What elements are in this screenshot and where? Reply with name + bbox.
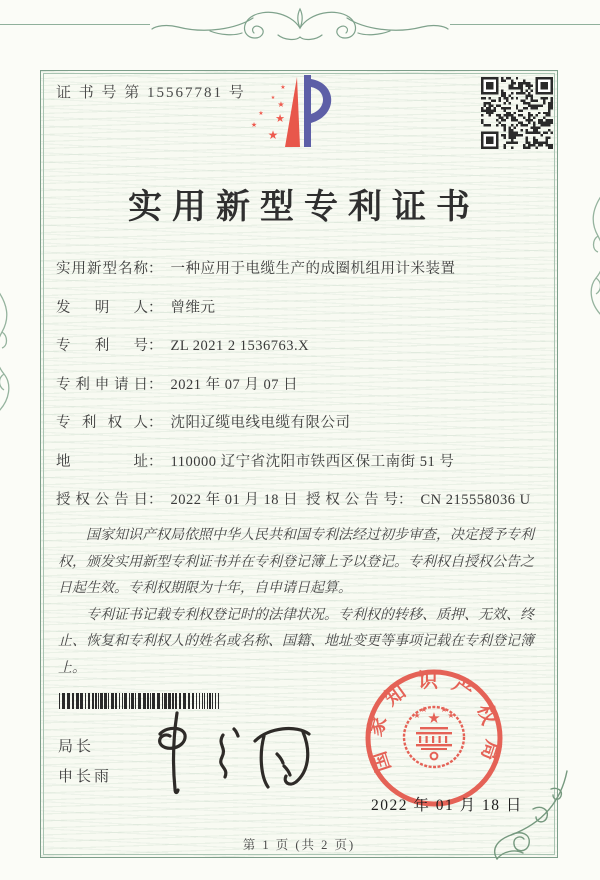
field-row-address	[56, 450, 545, 471]
field-value: ZL 2021 2 1536763.X	[170, 338, 310, 354]
legal-paragraph-2: 专利证书记载专利权登记时的法律状况。专利权的转移、质押、无效、终止、恢复和专利权人的姓名或名称、国籍、地址变更等事项记载在专利登记簿上。	[58, 607, 534, 676]
certificate-title: 实用新型专利证书	[128, 189, 480, 226]
flourish-icon	[150, 4, 450, 48]
field-row-patentee	[56, 411, 545, 432]
field-value: 2022 年 01 月 18 日	[170, 492, 299, 508]
field-value: 曾维元	[170, 300, 216, 316]
signature-handwriting	[137, 707, 327, 797]
field-label: 专利申请日	[56, 377, 148, 393]
field-label: 实用新型名称	[56, 261, 148, 277]
field-value: 110000 辽宁省沈阳市铁西区保工南街 51 号	[170, 454, 455, 470]
svg-text:★: ★	[280, 84, 286, 91]
field-colon: ：	[148, 261, 163, 277]
field-label: 发明人	[56, 300, 148, 316]
field-colon: ：	[148, 377, 163, 393]
legal-paragraph-1: 国家知识产权局依照中华人民共和国专利法经过初步审查，决定授予专利权，颁发实用新型专利证书并在专利登记簿上予以登记。专利权自授权公告之日起生效。专利权期限为十年，自申请日起算。	[58, 528, 534, 596]
field-label: 授权公告日	[56, 492, 148, 508]
top-flourish-ornament	[150, 4, 450, 48]
certificate-number: 证 书 号 第 15567781 号	[56, 85, 246, 101]
page-number: 第 1 页 (共 2 页)	[242, 838, 356, 852]
field-colon: ：	[398, 492, 413, 508]
svg-text:★: ★	[440, 705, 448, 714]
corner-flourish-ornament	[471, 767, 571, 867]
field-colon: ：	[148, 338, 163, 354]
field-label: 地址	[56, 454, 148, 470]
field-colon: ：	[148, 492, 163, 508]
right-edge-ornament	[586, 192, 600, 322]
field-row-invention-name	[56, 257, 545, 278]
national-emblem-icon	[404, 705, 464, 767]
field-grant-number	[306, 488, 531, 509]
field-label: 专利权人	[56, 415, 148, 431]
field-colon: ：	[148, 454, 163, 470]
svg-text:★: ★	[250, 121, 258, 129]
seal-date: 2022 年 01 月 18 日	[371, 797, 523, 814]
qr-code	[481, 77, 553, 149]
cnipa-logo-icon	[245, 73, 353, 151]
legal-paragraphs	[58, 523, 544, 682]
field-row-inventor	[56, 296, 545, 317]
field-row-grant-date	[56, 488, 545, 509]
svg-text:★: ★	[427, 709, 441, 727]
logo-blue-bar	[304, 75, 311, 147]
field-colon: ：	[148, 415, 163, 431]
field-label: 专利号	[56, 338, 148, 354]
svg-text:★: ★	[413, 711, 421, 720]
logo-red-wedge	[285, 77, 300, 147]
svg-text:★: ★	[447, 711, 455, 720]
field-row-patent-number	[56, 334, 545, 355]
certificate-frame	[40, 70, 558, 858]
field-label: 授权公告号	[306, 492, 398, 508]
field-row-filing-date	[56, 373, 545, 394]
left-edge-ornament	[0, 288, 14, 418]
field-value: CN 215558036 U	[420, 492, 531, 508]
svg-text:★: ★	[258, 110, 264, 117]
field-colon: ：	[148, 300, 163, 316]
svg-text:★: ★	[420, 705, 428, 714]
field-value: 2021 年 07 月 07 日	[170, 377, 299, 393]
seal-text: 国家知识产权局	[364, 670, 504, 775]
logo-blue-bowl	[311, 79, 331, 123]
svg-text:★: ★	[270, 95, 276, 101]
commissioner-title: 局长	[58, 739, 95, 755]
commissioner-name: 申长雨	[58, 769, 113, 785]
field-value: 一种应用于电缆生产的成圈机组用计米装置	[170, 261, 456, 277]
svg-text:★: ★	[277, 100, 285, 109]
svg-text:★: ★	[267, 128, 279, 142]
svg-text:★: ★	[275, 112, 285, 125]
field-value: 沈阳辽缆电线电缆有限公司	[170, 415, 351, 431]
